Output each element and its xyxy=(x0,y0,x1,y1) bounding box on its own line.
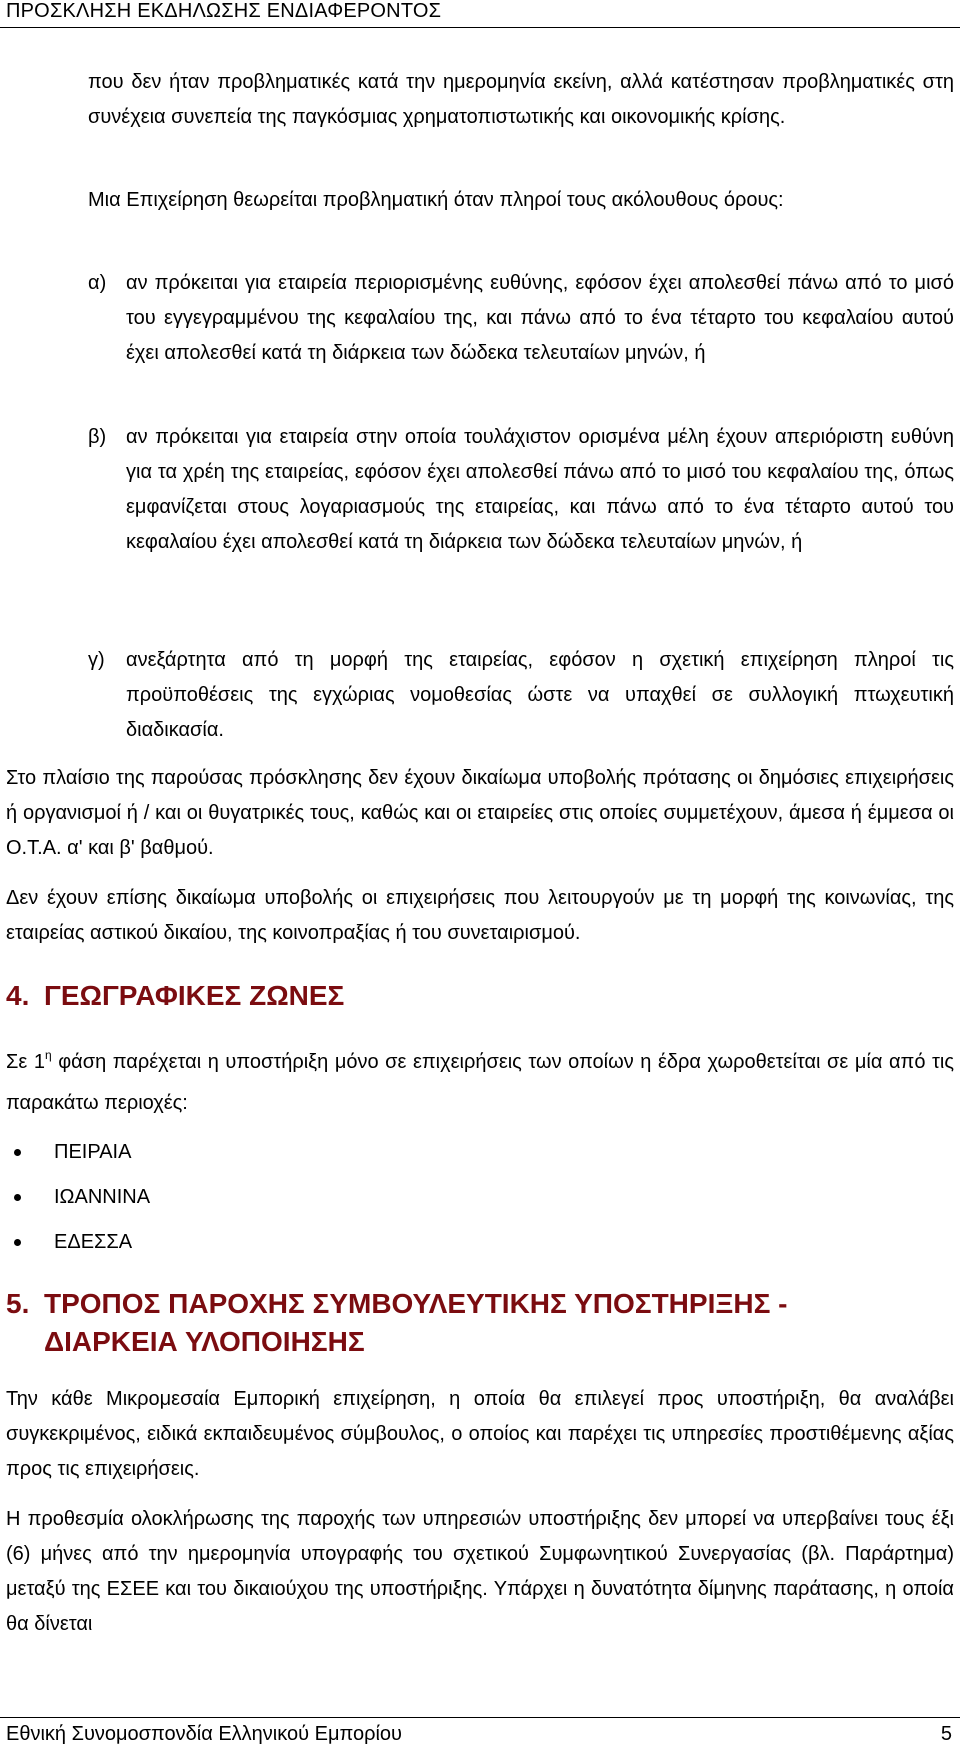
section-5-title-line-2: ΔΙΑΡΚΕΙΑ ΥΛΟΠΟΙΗΣΗΣ xyxy=(44,1326,365,1357)
footer-divider xyxy=(0,1717,960,1718)
section-5-title-line-1: ΤΡΟΠΟΣ ΠΑΡΟΧΗΣ ΣΥΜΒΟΥΛΕΥΤΙΚΗΣ ΥΠΟΣΤΗΡΙΞΗΣ - xyxy=(44,1288,788,1319)
list-item-label: γ) xyxy=(88,649,105,671)
section-5-heading xyxy=(6,1284,788,1324)
section-5-paragraph-2: Η προθεσμία ολοκλήρωσης της παροχής των υπηρεσιών υποστήριξης δεν μπορεί να υπερβαίνει τους έξι (6) μήνες από την ημερομηνία υπογραφής του σχετικού Συμφωνητικού Συνεργασίας (βλ. Παράρτημα) μεταξύ της ΕΣΕΕ και του δικαιούχου της υποστήριξης. Υπάρχει η δυνατότητα δίμηνης παράτασης, η οποία θα δίνεται xyxy=(6,1508,954,1635)
page-number: 5 xyxy=(940,1723,952,1745)
list-item xyxy=(6,1227,132,1257)
bullet-icon xyxy=(14,1149,21,1156)
paragraph-continuation: που δεν ήταν προβληματικές κατά την ημερομηνία εκείνη, αλλά κατέστησαν προβληματικές στη συνέχεια συνεπεία της παγκόσμιας χρηματοπιστωτικής και οικονομικής κρίσης. xyxy=(88,71,954,128)
section-4-title: ΓΕΩΓΡΑΦΙΚΕΣ ΖΩΝΕΣ xyxy=(44,980,345,1011)
bullet-icon xyxy=(14,1239,21,1246)
list-item xyxy=(88,266,954,371)
list-item-label: α) xyxy=(88,272,107,294)
section-4-intro: Σε $1^\eta$ φάση παρέχεται η υποστήριξη μόνο σε επιχειρήσεις των οποίων η έδρα χωροθετείται σε μία από τις παρακάτω περιοχές: xyxy=(6,1048,954,1114)
bullet-icon xyxy=(14,1194,21,1201)
list-item xyxy=(6,1137,131,1167)
page-header-title: ΠΡΟΣΚΛΗΣΗ ΕΚΔΗΛΩΣΗΣ ΕΝΔΙΑΦΕΡΟΝΤΟΣ xyxy=(6,0,442,22)
section-5-number: 5. xyxy=(6,1288,30,1319)
list-item xyxy=(88,420,954,560)
area-name: ΙΩΑΝΝΙΝΑ xyxy=(54,1186,151,1208)
list-item-text: αν πρόκειται για εταιρεία στην οποία τουλάχιστον ορισμένα μέλη έχουν απεριόριστη ευθύνη για τα χρέη της εταιρείας, εφόσον έχει απολεσθεί πάνω από το μισό του κεφαλαίου της, όπως εμφανίζεται στους λογαριασμούς της εταιρείας, και πάνω από το ένα τέταρτο αυτού του κεφαλαίου έχει απολεσθεί κατά τη διάρκεια των δώδεκα τελευταίων μηνών, ή xyxy=(126,426,954,553)
list-item-text: αν πρόκειται για εταιρεία περιορισμένης ευθύνης, εφόσον έχει απολεσθεί πάνω από το μισό του εγγεγραμμένου της κεφαλαίου της, και πάνω από το ένα τέταρτο του κεφαλαίου αυτού έχει απολεσθεί κατά τη διάρκεια των δώδεκα τελευταίων μηνών, ή xyxy=(126,272,954,364)
header-divider xyxy=(0,27,960,28)
section-4-heading xyxy=(6,976,344,1016)
section-5-paragraph-1: Την κάθε Μικρομεσαία Εμπορική επιχείρηση, η οποία θα επιλεγεί προς υποστήριξη, θα αναλάβει συγκεκριμένος, ειδικά εκπαιδευμένος σύμβουλος, ο οποίος και παρέχει τις υπηρεσίες προστιθέμενης αξίας προς τις επιχειρήσεις. xyxy=(6,1388,954,1480)
area-name: ΕΔΕΣΣΑ xyxy=(54,1231,133,1253)
paragraph-excluded: Στο πλαίσιο της παρούσας πρόσκλησης δεν έχουν δικαίωμα υποβολής πρότασης οι δημόσιες επιχειρήσεις ή οργανισμοί ή / και οι θυγατρικές τους, καθώς και οι εταιρείες στις οποίες συμμετέχουν, άμεσα ή έμμεσα οι Ο.Τ.Α. α' και β' βαθμού. xyxy=(6,767,954,859)
paragraph-definition: Μια Επιχείρηση θεωρείται προβληματική όταν πληροί τους ακόλουθους όρους: xyxy=(88,189,784,211)
list-item-label: β) xyxy=(88,426,107,448)
ordinal-superscript: η xyxy=(44,1048,52,1062)
list-item xyxy=(88,643,954,748)
paragraph-excluded-2: Δεν έχουν επίσης δικαίωμα υποβολής οι επιχειρήσεις που λειτουργούν με τη μορφή της κοινωνίας, της εταιρείας αστικού δικαίου, της κοινοπραξίας ή του συνεταιρισμού. xyxy=(6,887,954,944)
list-item xyxy=(6,1182,150,1212)
section-4-number: 4. xyxy=(6,980,30,1011)
area-name: ΠΕΙΡΑΙΑ xyxy=(54,1141,132,1163)
footer-organization: Εθνική Συνομοσπονδία Ελληνικού Εμπορίου xyxy=(6,1723,402,1745)
list-item-text: ανεξάρτητα από τη μορφή της εταιρείας, εφόσον η σχετική επιχείρηση πληροί τις προϋποθέσεις της εγχώριας νομοθεσίας ώστε να υπαχθεί σε συλλογική πτωχευτική διαδικασία. xyxy=(126,649,954,741)
